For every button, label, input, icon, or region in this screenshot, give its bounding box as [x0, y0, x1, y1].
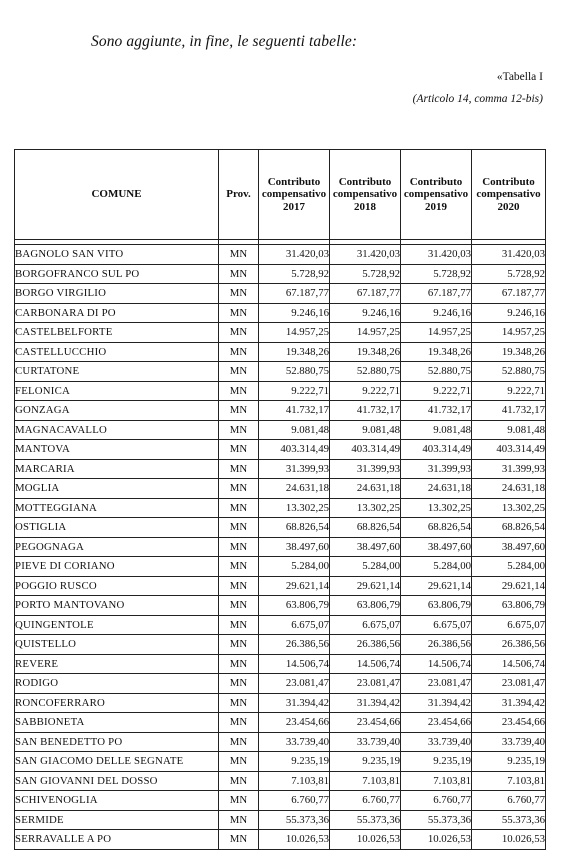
table-row — [15, 303, 546, 323]
cell-2018: 31.420,03 — [330, 245, 401, 265]
cell-2018: 23.081,47 — [330, 674, 401, 694]
cell-2018: 6.675,07 — [330, 615, 401, 635]
cell-comune: SAN GIACOMO DELLE SEGNATE — [15, 752, 219, 772]
cell-2019: 67.187,77 — [401, 284, 472, 304]
cell-2019: 41.732,17 — [401, 401, 472, 421]
cell-2020: 19.348,26 — [472, 342, 546, 362]
cell-2018: 63.806,79 — [330, 596, 401, 616]
cell-2019: 403.314,49 — [401, 440, 472, 460]
cell-2017: 6.760,77 — [259, 791, 330, 811]
cell-2017: 9.235,19 — [259, 752, 330, 772]
cell-comune: REVERE — [15, 654, 219, 674]
cell-comune: MOGLIA — [15, 479, 219, 499]
cell-2017: 68.826,54 — [259, 518, 330, 538]
cell-2017: 31.394,42 — [259, 693, 330, 713]
cell-2020: 13.302,25 — [472, 498, 546, 518]
table-row — [15, 596, 546, 616]
cell-prov: MN — [219, 264, 259, 284]
cell-2020: 24.631,18 — [472, 479, 546, 499]
table-row — [15, 615, 546, 635]
cell-2020: 23.454,66 — [472, 713, 546, 733]
cell-2018: 10.026,53 — [330, 830, 401, 850]
table-row — [15, 693, 546, 713]
cell-2018: 38.497,60 — [330, 537, 401, 557]
cell-prov: MN — [219, 401, 259, 421]
cell-prov: MN — [219, 420, 259, 440]
cell-2018: 26.386,56 — [330, 635, 401, 655]
cell-2017: 24.631,18 — [259, 479, 330, 499]
table-row — [15, 342, 546, 362]
cell-2017: 10.026,53 — [259, 830, 330, 850]
cell-2019: 31.394,42 — [401, 693, 472, 713]
cell-comune: SAN GIOVANNI DEL DOSSO — [15, 771, 219, 791]
cell-2019: 63.806,79 — [401, 596, 472, 616]
cell-2020: 31.399,93 — [472, 459, 546, 479]
table-row — [15, 518, 546, 538]
cell-2018: 14.506,74 — [330, 654, 401, 674]
cell-prov: MN — [219, 576, 259, 596]
cell-2019: 9.222,71 — [401, 381, 472, 401]
cell-2020: 31.394,42 — [472, 693, 546, 713]
cell-prov: MN — [219, 342, 259, 362]
cell-2019: 14.957,25 — [401, 323, 472, 343]
cell-2017: 7.103,81 — [259, 771, 330, 791]
table-row — [15, 440, 546, 460]
cell-2017: 26.386,56 — [259, 635, 330, 655]
cell-2018: 9.246,16 — [330, 303, 401, 323]
cell-prov: MN — [219, 635, 259, 655]
cell-2018: 19.348,26 — [330, 342, 401, 362]
cell-2017: 6.675,07 — [259, 615, 330, 635]
table-row — [15, 576, 546, 596]
cell-2017: 67.187,77 — [259, 284, 330, 304]
cell-2020: 9.081,48 — [472, 420, 546, 440]
header-2018: Contributo compensativo 2018 — [330, 150, 401, 240]
cell-2020: 6.760,77 — [472, 791, 546, 811]
cell-2017: 41.732,17 — [259, 401, 330, 421]
cell-2020: 6.675,07 — [472, 615, 546, 635]
cell-2020: 14.506,74 — [472, 654, 546, 674]
cell-comune: CURTATONE — [15, 362, 219, 382]
cell-2020: 38.497,60 — [472, 537, 546, 557]
cell-2020: 67.187,77 — [472, 284, 546, 304]
cell-2020: 26.386,56 — [472, 635, 546, 655]
cell-comune: PEGOGNAGA — [15, 537, 219, 557]
cell-2018: 52.880,75 — [330, 362, 401, 382]
cell-2018: 403.314,49 — [330, 440, 401, 460]
cell-2019: 5.728,92 — [401, 264, 472, 284]
cell-2017: 13.302,25 — [259, 498, 330, 518]
cell-prov: MN — [219, 596, 259, 616]
cell-2018: 5.284,00 — [330, 557, 401, 577]
cell-2018: 24.631,18 — [330, 479, 401, 499]
cell-comune: MAGNACAVALLO — [15, 420, 219, 440]
cell-2019: 7.103,81 — [401, 771, 472, 791]
cell-2017: 23.454,66 — [259, 713, 330, 733]
cell-2017: 9.246,16 — [259, 303, 330, 323]
cell-2017: 14.506,74 — [259, 654, 330, 674]
table-row — [15, 479, 546, 499]
cell-comune: CASTELLUCCHIO — [15, 342, 219, 362]
cell-2017: 31.420,03 — [259, 245, 330, 265]
cell-2020: 9.235,19 — [472, 752, 546, 772]
cell-2017: 14.957,25 — [259, 323, 330, 343]
cell-2017: 403.314,49 — [259, 440, 330, 460]
table-row — [15, 713, 546, 733]
table-row — [15, 537, 546, 557]
cell-2020: 23.081,47 — [472, 674, 546, 694]
cell-2017: 23.081,47 — [259, 674, 330, 694]
cell-2018: 68.826,54 — [330, 518, 401, 538]
cell-comune: PORTO MANTOVANO — [15, 596, 219, 616]
cell-prov: MN — [219, 810, 259, 830]
cell-comune: PIEVE DI CORIANO — [15, 557, 219, 577]
cell-2019: 33.739,40 — [401, 732, 472, 752]
cell-2019: 29.621,14 — [401, 576, 472, 596]
cell-2019: 26.386,56 — [401, 635, 472, 655]
cell-2017: 33.739,40 — [259, 732, 330, 752]
cell-prov: MN — [219, 537, 259, 557]
header-2020: Contributo compensativo 2020 — [472, 150, 546, 240]
cell-2019: 14.506,74 — [401, 654, 472, 674]
cell-comune: BORGOFRANCO SUL PO — [15, 264, 219, 284]
cell-2018: 23.454,66 — [330, 713, 401, 733]
cell-2019: 19.348,26 — [401, 342, 472, 362]
table-header-row — [15, 150, 546, 240]
header-2019: Contributo compensativo 2019 — [401, 150, 472, 240]
cell-prov: MN — [219, 732, 259, 752]
cell-comune: QUISTELLO — [15, 635, 219, 655]
table-row — [15, 557, 546, 577]
cell-2017: 52.880,75 — [259, 362, 330, 382]
cell-2019: 6.675,07 — [401, 615, 472, 635]
cell-2019: 9.235,19 — [401, 752, 472, 772]
cell-comune: RODIGO — [15, 674, 219, 694]
cell-2020: 63.806,79 — [472, 596, 546, 616]
cell-2019: 6.760,77 — [401, 791, 472, 811]
cell-2017: 55.373,36 — [259, 810, 330, 830]
cell-2018: 41.732,17 — [330, 401, 401, 421]
cell-2018: 7.103,81 — [330, 771, 401, 791]
cell-prov: MN — [219, 615, 259, 635]
cell-2019: 55.373,36 — [401, 810, 472, 830]
cell-comune: BORGO VIRGILIO — [15, 284, 219, 304]
cell-2017: 63.806,79 — [259, 596, 330, 616]
cell-prov: MN — [219, 674, 259, 694]
cell-prov: MN — [219, 303, 259, 323]
cell-2018: 14.957,25 — [330, 323, 401, 343]
cell-prov: MN — [219, 791, 259, 811]
cell-prov: MN — [219, 479, 259, 499]
cell-prov: MN — [219, 518, 259, 538]
cell-2019: 9.246,16 — [401, 303, 472, 323]
cell-2018: 9.235,19 — [330, 752, 401, 772]
cell-prov: MN — [219, 557, 259, 577]
table-row — [15, 810, 546, 830]
cell-2017: 9.222,71 — [259, 381, 330, 401]
table-row — [15, 635, 546, 655]
cell-2017: 9.081,48 — [259, 420, 330, 440]
cell-comune: QUINGENTOLE — [15, 615, 219, 635]
cell-comune: GONZAGA — [15, 401, 219, 421]
cell-prov: MN — [219, 771, 259, 791]
cell-2018: 6.760,77 — [330, 791, 401, 811]
cell-2019: 31.420,03 — [401, 245, 472, 265]
cell-2020: 403.314,49 — [472, 440, 546, 460]
cell-prov: MN — [219, 654, 259, 674]
table-row — [15, 791, 546, 811]
table-row — [15, 498, 546, 518]
table-row — [15, 420, 546, 440]
cell-2020: 5.728,92 — [472, 264, 546, 284]
cell-2018: 31.394,42 — [330, 693, 401, 713]
cell-2017: 38.497,60 — [259, 537, 330, 557]
cell-2020: 7.103,81 — [472, 771, 546, 791]
cell-2020: 14.957,25 — [472, 323, 546, 343]
cell-2018: 31.399,93 — [330, 459, 401, 479]
table-row — [15, 732, 546, 752]
cell-2019: 68.826,54 — [401, 518, 472, 538]
table-row — [15, 752, 546, 772]
header-2017: Contributo compensativo 2017 — [259, 150, 330, 240]
cell-prov: MN — [219, 245, 259, 265]
cell-2019: 10.026,53 — [401, 830, 472, 850]
cell-comune: RONCOFERRARO — [15, 693, 219, 713]
cell-comune: SAN BENEDETTO PO — [15, 732, 219, 752]
cell-2017: 29.621,14 — [259, 576, 330, 596]
cell-2020: 9.246,16 — [472, 303, 546, 323]
cell-2018: 29.621,14 — [330, 576, 401, 596]
cell-comune: CASTELBELFORTE — [15, 323, 219, 343]
table-row — [15, 362, 546, 382]
cell-2020: 68.826,54 — [472, 518, 546, 538]
header-prov: Prov. — [219, 150, 259, 240]
cell-prov: MN — [219, 323, 259, 343]
cell-2018: 67.187,77 — [330, 284, 401, 304]
cell-2017: 31.399,93 — [259, 459, 330, 479]
table-row — [15, 654, 546, 674]
contributi-table — [14, 149, 546, 850]
cell-prov: MN — [219, 830, 259, 850]
table-row — [15, 264, 546, 284]
cell-2019: 24.631,18 — [401, 479, 472, 499]
intro-text: Sono aggiunte, in fine, le seguenti tabelle: — [91, 33, 358, 50]
cell-2018: 13.302,25 — [330, 498, 401, 518]
table-row — [15, 245, 546, 265]
cell-2020: 52.880,75 — [472, 362, 546, 382]
cell-2019: 38.497,60 — [401, 537, 472, 557]
cell-2019: 23.454,66 — [401, 713, 472, 733]
cell-2020: 33.739,40 — [472, 732, 546, 752]
table-row — [15, 771, 546, 791]
cell-2020: 9.222,71 — [472, 381, 546, 401]
cell-prov: MN — [219, 381, 259, 401]
cell-2018: 5.728,92 — [330, 264, 401, 284]
cell-2017: 19.348,26 — [259, 342, 330, 362]
cell-comune: SCHIVENOGLIA — [15, 791, 219, 811]
cell-2020: 41.732,17 — [472, 401, 546, 421]
cell-prov: MN — [219, 440, 259, 460]
cell-2017: 5.284,00 — [259, 557, 330, 577]
cell-2019: 13.302,25 — [401, 498, 472, 518]
cell-2018: 33.739,40 — [330, 732, 401, 752]
cell-2018: 55.373,36 — [330, 810, 401, 830]
cell-2020: 31.420,03 — [472, 245, 546, 265]
cell-comune: FELONICA — [15, 381, 219, 401]
cell-2020: 5.284,00 — [472, 557, 546, 577]
cell-2020: 55.373,36 — [472, 810, 546, 830]
cell-prov: MN — [219, 498, 259, 518]
cell-2018: 9.081,48 — [330, 420, 401, 440]
table-row — [15, 674, 546, 694]
tabella-label: «Tabella I — [496, 71, 543, 83]
cell-prov: MN — [219, 713, 259, 733]
articolo-reference: (Articolo 14, comma 12-bis) — [412, 93, 543, 105]
cell-prov: MN — [219, 362, 259, 382]
table-row — [15, 401, 546, 421]
table-body — [15, 240, 546, 850]
cell-comune: POGGIO RUSCO — [15, 576, 219, 596]
cell-2018: 9.222,71 — [330, 381, 401, 401]
cell-2020: 10.026,53 — [472, 830, 546, 850]
header-comune: COMUNE — [15, 150, 219, 240]
cell-2019: 23.081,47 — [401, 674, 472, 694]
cell-comune: MARCARIA — [15, 459, 219, 479]
table-row — [15, 459, 546, 479]
table-row — [15, 830, 546, 850]
cell-comune: CARBONARA DI PO — [15, 303, 219, 323]
cell-prov: MN — [219, 459, 259, 479]
cell-prov: MN — [219, 752, 259, 772]
cell-2019: 31.399,93 — [401, 459, 472, 479]
table-row — [15, 381, 546, 401]
cell-comune: MANTOVA — [15, 440, 219, 460]
cell-2017: 5.728,92 — [259, 264, 330, 284]
cell-comune: OSTIGLIA — [15, 518, 219, 538]
cell-comune: SERMIDE — [15, 810, 219, 830]
cell-prov: MN — [219, 693, 259, 713]
cell-2019: 9.081,48 — [401, 420, 472, 440]
cell-prov: MN — [219, 284, 259, 304]
cell-comune: MOTTEGGIANA — [15, 498, 219, 518]
cell-comune: BAGNOLO SAN VITO — [15, 245, 219, 265]
cell-comune: SABBIONETA — [15, 713, 219, 733]
cell-2020: 29.621,14 — [472, 576, 546, 596]
cell-2019: 52.880,75 — [401, 362, 472, 382]
table-row — [15, 284, 546, 304]
table-row — [15, 323, 546, 343]
cell-comune: SERRAVALLE A PO — [15, 830, 219, 850]
cell-2019: 5.284,00 — [401, 557, 472, 577]
